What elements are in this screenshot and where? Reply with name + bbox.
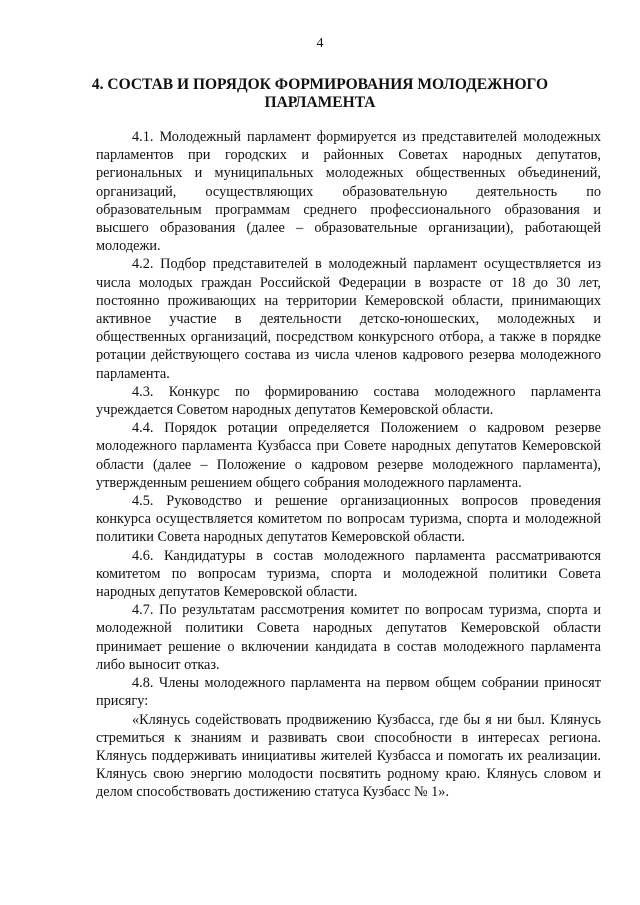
- paragraph-4-1: 4.1. Молодежный парламент формируется из представителей молодежных парламентов при городских и районных Советах народных депутатов, региональных и муниципальных молодежных общественных объединений, организаций, осуществляющих образовательную деятельность по образовательным программам среднего профессионального образования и высшего образования (далее – образовательные организации), работающей молодежи.: [96, 129, 601, 255]
- page-number: 4: [316, 36, 324, 51]
- paragraph-4-6: 4.6. Кандидатуры в состав молодежного парламента рассматриваются комитетом по вопросам туризма, спорта и молодежной политики Совета народных депутатов Кемеровской области.: [96, 547, 601, 601]
- paragraph-4-4: 4.4. Порядок ротации определяется Положением о кадровом резерве молодежного парламента Кузбасса при Совете народных депутатов Кемеровской области (далее – Положение о кадровом резерве молодежного парламента), утвержденным решением общего собрания молодежного парламента.: [96, 420, 601, 491]
- paragraph-4-2: 4.2. Подбор представителей в молодежный парламент осуществляется из числа молодых граждан Российской Федерации в возрасте от 18 до 30 лет, постоянно проживающих на территории Кемеровской области, принимающих активное участие в деятельности детско-юношеских, молодежных и общественных организаций, посредством конкурсного отбора, а также в порядке ротации действующего состава из числа членов кадрового резерва молодежного парламента.: [96, 256, 601, 382]
- section-title: [0, 76, 640, 112]
- oath-text: «Клянусь содействовать продвижению Кузбасса, где бы я ни был. Клянусь стремиться к знаниям и развивать свои способности в интересах региона. Клянусь поддерживать инициативы жителей Кузбасса и помогать их реализации. Клянусь свою энергию молодости посвятить родному краю. Клянусь словом и делом способствовать достижению статуса Кузбасс № 1».: [96, 711, 601, 801]
- paragraph-4-5: 4.5. Руководство и решение организационных вопросов проведения конкурса осуществляется комитетом по вопросам туризма, спорта и молодежной политики Совета народных депутатов Кемеровской области.: [96, 493, 601, 546]
- paragraph-4-7: 4.7. По результатам рассмотрения комитет по вопросам туризма, спорта и молодежной политики Совета народных депутатов Кемеровской области принимает решение о включении кандидата в состав молодежного парламента либо выносит отказ.: [96, 602, 601, 673]
- section-title-line-1: 4. СОСТАВ И ПОРЯДОК ФОРМИРОВАНИЯ МОЛОДЕЖНОГО: [91, 76, 549, 93]
- paragraph-4-3: 4.3. Конкурс по формированию состава молодежного парламента учреждается Советом народных депутатов Кемеровской области.: [96, 383, 601, 419]
- document-body: [96, 128, 601, 802]
- section-title-line-2: ПАРЛАМЕНТА: [264, 94, 376, 111]
- paragraph-4-8: 4.8. Члены молодежного парламента на первом общем собрании приносят присягу:: [96, 675, 601, 710]
